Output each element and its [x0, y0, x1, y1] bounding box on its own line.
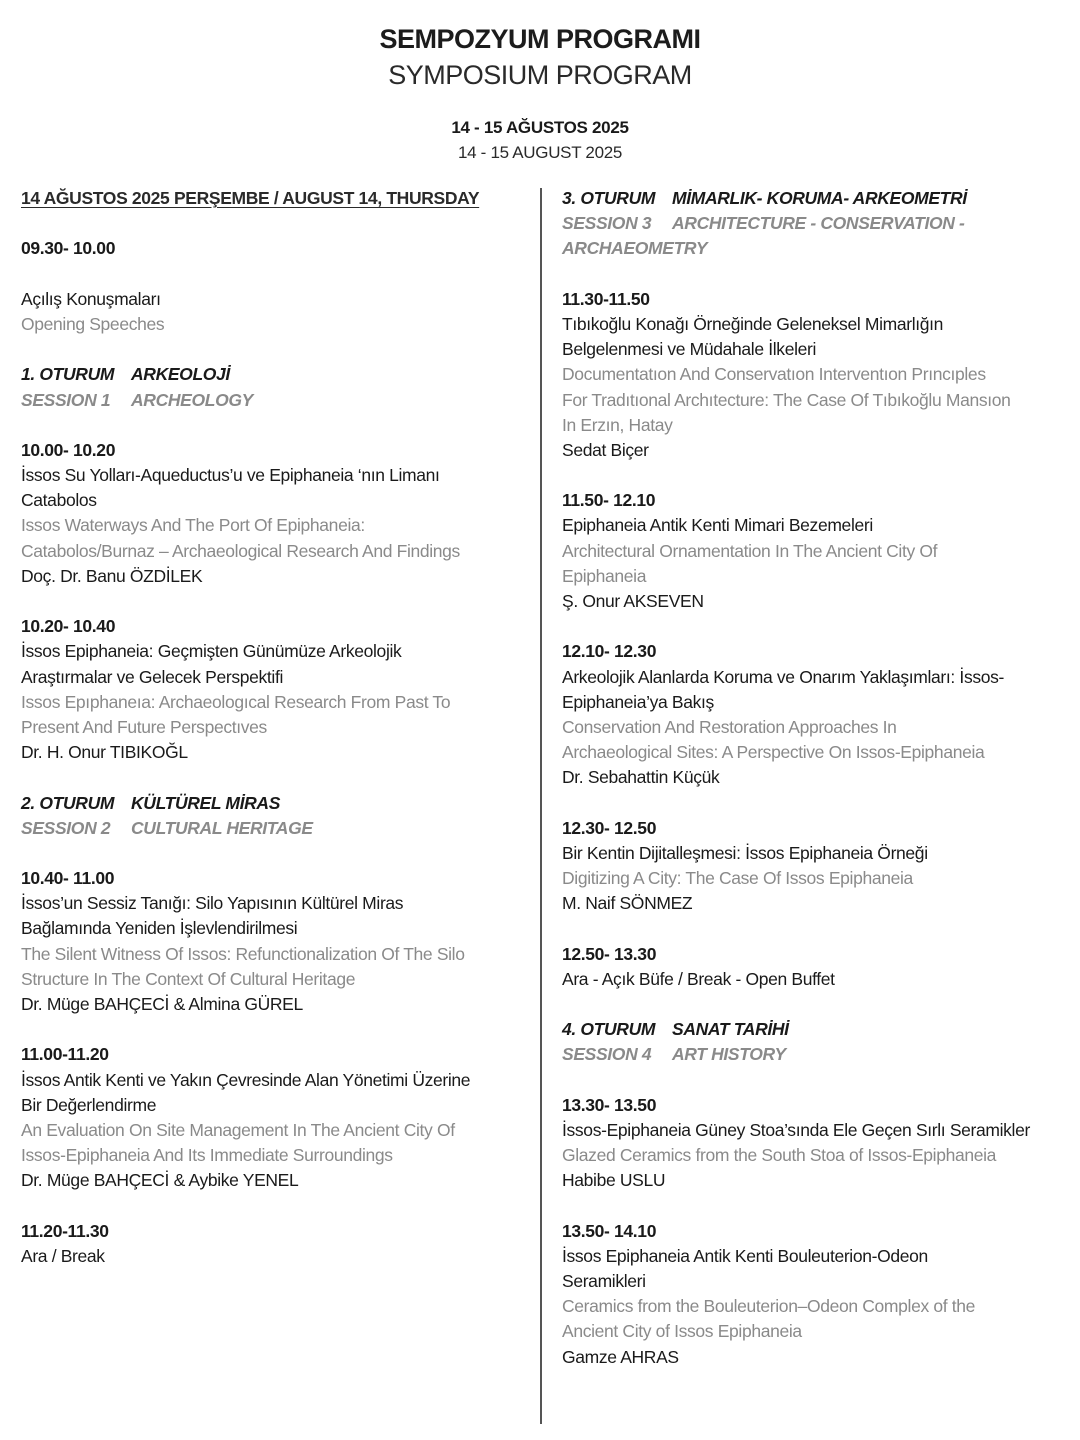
talk-title-en: Documentatıon And Conservatıon Interventıon Prıncıples: [562, 364, 986, 385]
talk-title-tr: Belgelenmesi ve Müdahale İlkeleri: [562, 339, 817, 360]
session-heading-4: [562, 1017, 1067, 1067]
talk-title-en: For Tradıtıonal Archıtecture: The Case Of Tıbıkoğlu Mansıon: [562, 389, 1011, 410]
session-name-tr: SANAT TARİHİ: [672, 1019, 789, 1040]
session-number-en: SESSION 2: [21, 817, 111, 838]
talk-title-tr: Bir Değerlendirme: [21, 1094, 157, 1115]
session-heading-1: [21, 362, 533, 412]
talk-title-tr: Bir Kentin Dijitalleşmesi: İssos Epiphaneia Örneği: [562, 842, 928, 863]
talk-title-tr: Catabolos: [21, 490, 97, 511]
event-dates-en: 14 - 15 AUGUST 2025: [457, 143, 623, 162]
session-number-tr: 4. OTURUM: [562, 1019, 656, 1040]
time-slot: 10.20- 10.40: [21, 616, 116, 637]
day-heading: 14 AĞUSTOS 2025 PERŞEMBE / AUGUST 14, THURSDAY: [21, 188, 480, 208]
session-name-tr: KÜLTÜREL MİRAS: [131, 792, 281, 813]
event-dates-tr: 14 - 15 AĞUSTOS 2025: [451, 118, 629, 137]
speaker: Doç. Dr. Banu ÖZDİLEK: [21, 565, 203, 586]
talk-title-en: Glazed Ceramics from the South Stoa of Issos-Epiphaneia: [562, 1145, 997, 1166]
program-item-opening: [21, 236, 533, 337]
talk-title-en: Architectural Ornamentation In The Ancient City Of: [562, 540, 938, 561]
program-item-talk: [21, 438, 533, 589]
talk-title-en: Issos-Epiphaneia And Its Immediate Surroundings: [21, 1145, 393, 1166]
speaker: Dr. H. Onur TIBIKOĞL: [21, 742, 188, 763]
talk-title-tr: Epiphaneia’ya Bakış: [562, 691, 714, 712]
time-slot: 12.50- 13.30: [562, 943, 657, 964]
talk-title-en: Archaeological Sites: A Perspective On Issos-Epiphaneia: [562, 742, 985, 763]
speaker: Habibe USLU: [562, 1170, 666, 1191]
talk-title-en: Ancient City of Issos Epiphaneia: [562, 1321, 802, 1342]
session-heading-2: [21, 791, 533, 841]
talk-title-tr: İssos Epiphaneia Antik Kenti Bouleuterion-Odeon: [562, 1245, 928, 1266]
program-column-left: [21, 186, 533, 1269]
talk-title-en: Conservation And Restoration Approaches In: [562, 716, 897, 737]
speaker: Dr. Müge BAHÇECİ & Aybike YENEL: [21, 1170, 299, 1191]
session-number-en: SESSION 4: [562, 1044, 652, 1065]
session-name-en: ARCHITECTURE - CONSERVATION -: [672, 213, 965, 234]
talk-title-tr: Seramikleri: [562, 1271, 646, 1292]
talk-title-en: The Silent Witness Of Issos: Refunctionalization Of The Silo: [21, 943, 465, 964]
program-item-talk: [21, 614, 533, 765]
program-item-talk: [562, 816, 1067, 917]
time-slot: 13.30- 13.50: [562, 1094, 657, 1115]
time-slot: 11.30-11.50: [562, 288, 650, 309]
talk-title-tr: Araştırmalar ve Gelecek Perspektifi: [21, 666, 284, 687]
program-item-talk: [562, 1093, 1067, 1194]
talk-title-en: Present And Future Perspectıves: [21, 716, 267, 737]
time-slot: 10.00- 10.20: [21, 439, 116, 460]
talk-title-tr: Arkeolojik Alanlarda Koruma ve Onarım Yaklaşımları: İssos-: [562, 666, 1005, 687]
speaker: Dr. Müge BAHÇECİ & Almina GÜREL: [21, 994, 303, 1014]
item-title-tr: Açılış Konuşmaları: [21, 288, 161, 309]
session-heading-3: [562, 186, 1067, 262]
talk-title-en: Ceramics from the Bouleuterion–Odeon Complex of the: [562, 1296, 976, 1317]
time-slot: 11.50- 12.10: [562, 490, 656, 511]
time-slot: 11.20-11.30: [21, 1220, 109, 1241]
talk-title-tr: İssos Antik Kenti ve Yakın Çevresinde Alan Yönetimi Üzerine: [21, 1069, 471, 1090]
program-column-right: [562, 186, 1067, 1370]
program-item-break: [21, 1219, 533, 1269]
speaker: Dr. Sebahattin Küçük: [562, 767, 720, 788]
talk-title-tr: Tıbıkoğlu Konağı Örneğinde Geleneksel Mimarlığın: [562, 313, 944, 334]
talk-title-en: Epiphaneia: [562, 565, 647, 586]
talk-title-en: In Erzın, Hatay: [562, 414, 673, 435]
time-slot: 12.10- 12.30: [562, 641, 657, 662]
talk-title-tr: İssos Epiphaneia: Geçmişten Günümüze Arkeolojik: [21, 641, 402, 662]
speaker: Gamze AHRAS: [562, 1346, 679, 1367]
speaker: Ş. Onur AKSEVEN: [562, 591, 704, 611]
page-title-en: SYMPOSIUM PROGRAM: [388, 60, 692, 90]
time-slot: 11.00-11.20: [21, 1044, 109, 1065]
session-name-en-continued: ARCHAEOMETRY: [562, 238, 708, 259]
program-item-talk: [562, 287, 1067, 463]
session-number-en: SESSION 3: [562, 213, 652, 234]
program-item-talk: [562, 1219, 1067, 1370]
talk-title-en: Issos Epıphaneıa: Archaeologıcal Research From Past To: [21, 691, 451, 712]
time-slot: 12.30- 12.50: [562, 817, 657, 838]
time-slot: 13.50- 14.10: [562, 1220, 657, 1241]
session-name-tr: ARKEOLOJİ: [131, 364, 230, 385]
column-divider: [540, 188, 542, 1424]
program-item-talk: [21, 866, 533, 1017]
program-item-talk: [21, 1042, 533, 1193]
session-number-tr: 3. OTURUM: [562, 188, 656, 208]
talk-title-en: Digitizing A City: The Case Of Issos Epiphaneia: [562, 868, 913, 889]
talk-title-en: Structure In The Context Of Cultural Heritage: [21, 968, 356, 989]
talk-title-tr: İssos’un Sessiz Tanığı: Silo Yapısının Kültürel Miras: [21, 893, 404, 914]
break-label: Ara - Açık Büfe / Break - Open Buffet: [562, 968, 835, 989]
talk-title-tr: İssos Su Yolları-Aqueductus’u ve Epiphaneia ‘nın Limanı: [21, 465, 440, 486]
program-item-talk: [562, 639, 1067, 790]
talk-title-en: Catabolos/Burnaz – Archaeological Research And Findings: [21, 540, 460, 561]
talk-title-en: An Evaluation On Site Management In The Ancient City Of: [21, 1119, 455, 1140]
talk-title-tr: Epiphaneia Antik Kenti Mimari Bezemeleri: [562, 515, 873, 536]
time-slot: 10.40- 11.00: [21, 868, 115, 889]
session-number-en: SESSION 1: [21, 389, 111, 410]
session-name-en: ARCHEOLOGY: [131, 389, 253, 410]
talk-title-tr: Bağlamında Yeniden İşlevlendirilmesi: [21, 918, 298, 939]
talk-title-tr: İssos-Epiphaneia Güney Stoa’sında Ele Geçen Sırlı Seramikler: [562, 1119, 1030, 1140]
speaker: Sedat Biçer: [562, 439, 649, 460]
session-name-en: CULTURAL HERITAGE: [131, 817, 313, 838]
page-title-tr: SEMPOZYUM PROGRAMI: [379, 24, 701, 54]
item-title-en: Opening Speeches: [21, 313, 165, 334]
program-item-talk: [562, 488, 1067, 614]
talk-title-en: Issos Waterways And The Port Of Epiphaneia:: [21, 515, 365, 536]
session-name-tr: MİMARLIK- KORUMA- ARKEOMETRİ: [672, 188, 967, 208]
break-label: Ara / Break: [21, 1245, 105, 1266]
session-number-tr: 2. OTURUM: [21, 792, 115, 813]
speaker: M. Naif SÖNMEZ: [562, 893, 693, 914]
time-slot: 09.30- 10.00: [21, 238, 116, 259]
session-name-en: ART HISTORY: [672, 1044, 786, 1065]
session-number-tr: 1. OTURUM: [21, 364, 115, 385]
program-item-break: [562, 942, 1067, 992]
